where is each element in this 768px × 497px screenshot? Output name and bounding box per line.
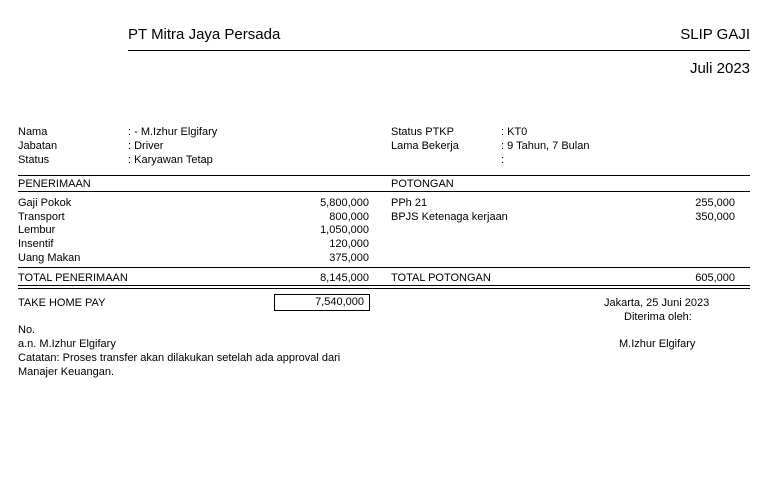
potongan-item-amount: 350,000 [695, 211, 735, 223]
penerimaan-item-label: Gaji Pokok [18, 197, 72, 209]
document-title: SLIP GAJI [680, 26, 750, 43]
total-penerimaan-label: TOTAL PENERIMAAN [18, 272, 128, 284]
ptkp-value: : KT0 [501, 126, 528, 138]
jabatan-value: : Driver [128, 140, 164, 152]
status-label: Status [18, 154, 50, 166]
lama-bekerja-value: : 9 Tahun, 7 Bulan [501, 140, 590, 152]
receiver-name: M.Izhur Elgifary [619, 338, 696, 350]
ptkp-label: Status PTKP [391, 126, 454, 138]
penerimaan-header: PENERIMAAN [18, 178, 91, 190]
totals-double-line-1 [18, 285, 750, 286]
total-potongan-amount: 605,000 [695, 272, 735, 284]
header-divider [128, 50, 750, 51]
totals-top-line [18, 267, 750, 268]
place-date: Jakarta, 25 Juni 2023 [604, 297, 710, 309]
potongan-item-amount: 255,000 [695, 197, 735, 209]
company-name: PT Mitra Jaya Persada [128, 26, 281, 43]
blank-field-value: : [501, 154, 505, 166]
note-catatan-line1: Catatan: Proses transfer akan dilakukan setelah ada approval dari [18, 352, 341, 364]
potongan-header: POTONGAN [391, 178, 454, 190]
note-no: No. [18, 324, 36, 336]
jabatan-label: Jabatan [18, 140, 58, 152]
total-penerimaan-amount: 8,145,000 [320, 272, 369, 284]
penerimaan-item-label: Uang Makan [18, 252, 81, 264]
penerimaan-item-label: Insentif [18, 238, 54, 250]
nama-label: Nama [18, 126, 48, 138]
penerimaan-item-label: Transport [18, 211, 65, 223]
note-catatan-line2: Manajer Keuangan. [18, 366, 115, 378]
lama-bekerja-label: Lama Bekerja [391, 140, 459, 152]
penerimaan-item-amount: 120,000 [329, 238, 369, 250]
pay-period: Juli 2023 [689, 60, 750, 77]
note-account-name: a.n. M.Izhur Elgifary [18, 338, 116, 350]
potongan-item-label: PPh 21 [391, 197, 428, 209]
penerimaan-item-amount: 800,000 [329, 211, 369, 223]
section-header-line [18, 191, 750, 192]
totals-double-line-2 [18, 288, 750, 289]
status-value: : Karyawan Tetap [128, 154, 213, 166]
take-home-pay-label: TAKE HOME PAY [18, 297, 106, 309]
potongan-item-label: BPJS Ketenaga kerjaan [391, 211, 508, 223]
total-potongan-label: TOTAL POTONGAN [391, 272, 491, 284]
take-home-pay-amount: 7,540,000 [274, 294, 370, 311]
nama-value: : - M.Izhur Elgifary [128, 126, 218, 138]
penerimaan-item-amount: 375,000 [329, 252, 369, 264]
received-by-label: Diterima oleh: [624, 311, 692, 323]
penerimaan-item-label: Lembur [18, 224, 56, 236]
section-top-line [18, 175, 750, 176]
penerimaan-item-amount: 1,050,000 [320, 224, 369, 236]
penerimaan-item-amount: 5,800,000 [320, 197, 369, 209]
